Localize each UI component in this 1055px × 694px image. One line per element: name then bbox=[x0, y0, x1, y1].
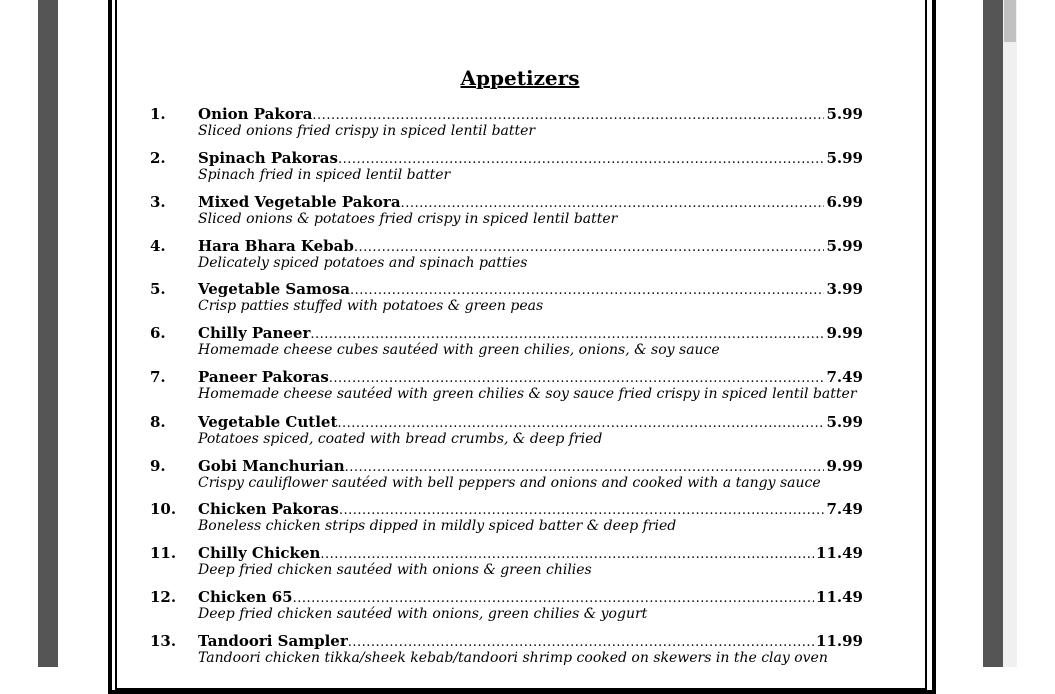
menu-item-number: 8. bbox=[150, 413, 166, 431]
menu-item-price: 3.99 bbox=[826, 280, 863, 298]
viewer-right-shadow bbox=[983, 0, 1003, 667]
menu-item bbox=[150, 193, 870, 233]
menu-item-description: Potatoes spiced, coated with bread crumbs, & deep fried bbox=[198, 431, 603, 447]
menu-item-description: Homemade cheese cubes sautéed with green chilies, onions, & soy sauce bbox=[198, 342, 720, 358]
viewer-left-shadow bbox=[38, 0, 58, 667]
menu-item bbox=[150, 500, 870, 540]
dot-leader bbox=[348, 635, 814, 650]
menu-item bbox=[150, 632, 870, 672]
menu-item-description: Spinach fried in spiced lentil batter bbox=[198, 167, 451, 183]
menu-item-price: 11.99 bbox=[816, 632, 863, 650]
menu-item-description: Crispy cauliflower sautéed with bell peppers and onions and cooked with a tangy sauce bbox=[198, 475, 821, 491]
dot-leader bbox=[339, 503, 825, 518]
dot-leader bbox=[354, 240, 825, 255]
menu-item-price: 7.49 bbox=[826, 368, 863, 386]
menu-item-name: Spinach Pakoras bbox=[198, 149, 338, 167]
menu-item bbox=[150, 368, 870, 408]
menu-item-price: 9.99 bbox=[826, 324, 863, 342]
menu-item-number: 1. bbox=[150, 105, 166, 123]
menu-item-number: 6. bbox=[150, 324, 166, 342]
menu-item-price: 9.99 bbox=[826, 457, 863, 475]
dot-leader bbox=[312, 108, 824, 123]
menu-item-number: 3. bbox=[150, 193, 166, 211]
menu-item bbox=[150, 280, 870, 320]
menu-item-line bbox=[198, 237, 863, 255]
dot-leader bbox=[345, 460, 825, 475]
menu-item-description: Crisp patties stuffed with potatoes & green peas bbox=[198, 298, 544, 314]
menu-item-description: Sliced onions & potatoes fried crispy in spiced lentil batter bbox=[198, 211, 618, 227]
menu-item bbox=[150, 588, 870, 628]
menu-item-name: Chicken Pakoras bbox=[198, 500, 339, 518]
menu-item-line bbox=[198, 413, 863, 431]
menu-item-price: 5.99 bbox=[826, 413, 863, 431]
menu-item-price: 7.49 bbox=[826, 500, 863, 518]
menu-item-number: 5. bbox=[150, 280, 166, 298]
menu-item-name: Chicken 65 bbox=[198, 588, 293, 606]
menu-item-name: Vegetable Samosa bbox=[198, 280, 351, 298]
dot-leader bbox=[401, 196, 825, 211]
vertical-scrollbar[interactable] bbox=[1003, 0, 1017, 667]
menu-item-number: 13. bbox=[150, 632, 177, 650]
menu-item bbox=[150, 237, 870, 277]
menu-item-number: 7. bbox=[150, 368, 166, 386]
dot-leader bbox=[350, 283, 824, 298]
menu-item-description: Sliced onions fried crispy in spiced lentil batter bbox=[198, 123, 536, 139]
menu-item-price: 11.49 bbox=[816, 588, 863, 606]
dot-leader bbox=[320, 547, 814, 562]
menu-item-price: 5.99 bbox=[826, 105, 863, 123]
scrollbar-thumb[interactable] bbox=[1004, 0, 1016, 42]
menu-item-number: 4. bbox=[150, 237, 166, 255]
menu-item-price: 6.99 bbox=[826, 193, 863, 211]
menu-item-line bbox=[198, 500, 863, 518]
menu-item-line bbox=[198, 105, 863, 123]
menu-item-number: 10. bbox=[150, 500, 177, 518]
menu-item-line bbox=[198, 193, 863, 211]
menu-item-description: Deep fried chicken sautéed with onions & green chilies bbox=[198, 562, 592, 578]
menu-item-line bbox=[198, 544, 863, 562]
menu-item-line bbox=[198, 368, 863, 386]
menu-item bbox=[150, 544, 870, 584]
menu-item-name: Hara Bhara Kebab bbox=[198, 237, 354, 255]
menu-item bbox=[150, 324, 870, 364]
menu-item-name: Paneer Pakoras bbox=[198, 368, 329, 386]
dot-leader bbox=[310, 327, 824, 342]
section-title: Appetizers bbox=[460, 66, 580, 90]
menu-item bbox=[150, 457, 870, 497]
menu-item-name: Mixed Vegetable Pakora bbox=[198, 193, 401, 211]
dot-leader bbox=[293, 591, 814, 606]
menu-item-number: 9. bbox=[150, 457, 166, 475]
menu-item-description: Delicately spiced potatoes and spinach patties bbox=[198, 255, 528, 271]
menu-item-name: Chilly Paneer bbox=[198, 324, 311, 342]
menu-item-number: 12. bbox=[150, 588, 177, 606]
menu-item-name: Chilly Chicken bbox=[198, 544, 321, 562]
dot-leader bbox=[329, 371, 825, 386]
menu-item-name: Onion Pakora bbox=[198, 105, 313, 123]
menu-item-name: Gobi Manchurian bbox=[198, 457, 345, 475]
menu-item-price: 5.99 bbox=[826, 149, 863, 167]
menu-item-description: Deep fried chicken sautéed with onions, green chilies & yogurt bbox=[198, 606, 648, 622]
menu-item bbox=[150, 413, 870, 453]
dot-leader bbox=[337, 416, 824, 431]
menu-item bbox=[150, 149, 870, 189]
menu-item-price: 11.49 bbox=[816, 544, 863, 562]
menu-item-price: 5.99 bbox=[826, 237, 863, 255]
menu-item-name: Vegetable Cutlet bbox=[198, 413, 338, 431]
menu-item-description: Tandoori chicken tikka/sheek kebab/tandoori shrimp cooked on skewers in the clay oven bbox=[198, 650, 828, 666]
menu-item-description: Boneless chicken strips dipped in mildly spiced batter & deep fried bbox=[198, 518, 677, 534]
menu-item-number: 2. bbox=[150, 149, 166, 167]
menu-item-name: Tandoori Sampler bbox=[198, 632, 348, 650]
menu-item-line bbox=[198, 149, 863, 167]
menu-item-line bbox=[198, 632, 863, 650]
menu-item-description: Homemade cheese sautéed with green chilies & soy sauce fried crispy in spiced lentil batter bbox=[198, 386, 857, 402]
menu-item-line bbox=[198, 457, 863, 475]
menu-item-line bbox=[198, 588, 863, 606]
menu-item-line bbox=[198, 324, 863, 342]
dot-leader bbox=[338, 152, 824, 167]
menu-item-number: 11. bbox=[150, 544, 177, 562]
menu-item-line bbox=[198, 280, 863, 298]
menu-item bbox=[150, 105, 870, 145]
